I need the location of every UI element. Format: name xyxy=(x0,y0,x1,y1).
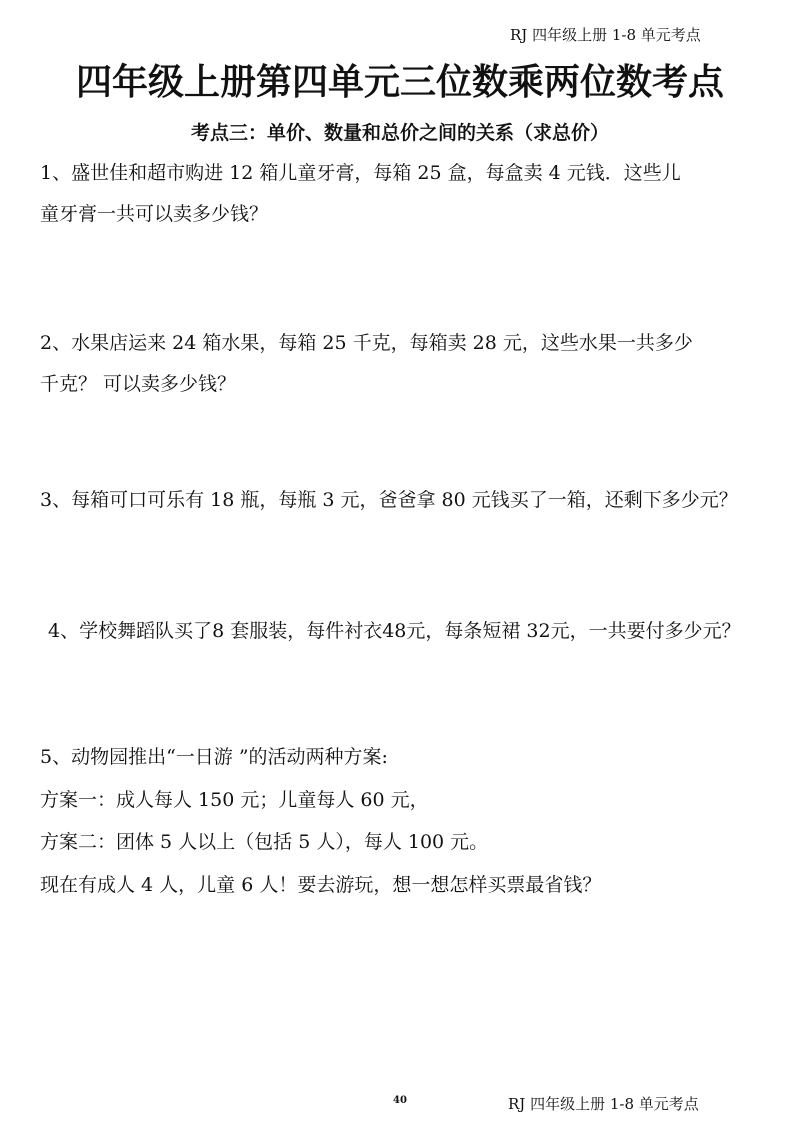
question-5-line-3: 方案二：团体 5 人以上（包括 5 人），每人 100 元。 xyxy=(40,831,489,853)
section-subtitle: 考点三：单价、数量和总价之间的关系（求总价） xyxy=(190,122,609,144)
footer-note: RJ 四年级上册 1-8 单元考点 xyxy=(508,1095,699,1113)
question-1-line-1: 1、盛世佳和超市购进 12 箱儿童牙膏，每箱 25 盒，每盒卖 4 元钱．这些儿 xyxy=(40,162,681,184)
question-5-line-1: 5、动物园推出“一日游 ”的活动两种方案: xyxy=(40,746,388,768)
question-5-line-4: 现在有成人 4 人，儿童 6 人！要去游玩，想一想怎样买票最省钱？ xyxy=(40,874,602,896)
header-note: RJ 四年级上册 1-8 单元考点 xyxy=(510,26,701,44)
question-2-line-1: 2、水果店运来 24 箱水果，每箱 25 千克，每箱卖 28 元，这些水果一共多少 xyxy=(40,332,693,354)
question-3-line-1: 3、每箱可口可乐有 18 瓶，每瓶 3 元，爸爸拿 80 元钱买了一箱，还剩下多少元？ xyxy=(40,489,738,511)
page-title: 四年级上册第四单元三位数乘两位数考点 xyxy=(75,61,724,103)
question-1-line-2: 童牙膏一共可以卖多少钱？ xyxy=(40,203,269,225)
question-2-line-2: 千克？ 可以卖多少钱？ xyxy=(40,373,237,395)
question-4-line-1: 4、学校舞蹈队买了8 套服装，每件衬衣48元，每条短裙 32元，一共要付多少元？ xyxy=(48,620,741,642)
footer-page-number: 40 xyxy=(393,1095,407,1106)
question-5-line-2: 方案一：成人每人 150 元；儿童每人 60 元， xyxy=(40,789,429,811)
